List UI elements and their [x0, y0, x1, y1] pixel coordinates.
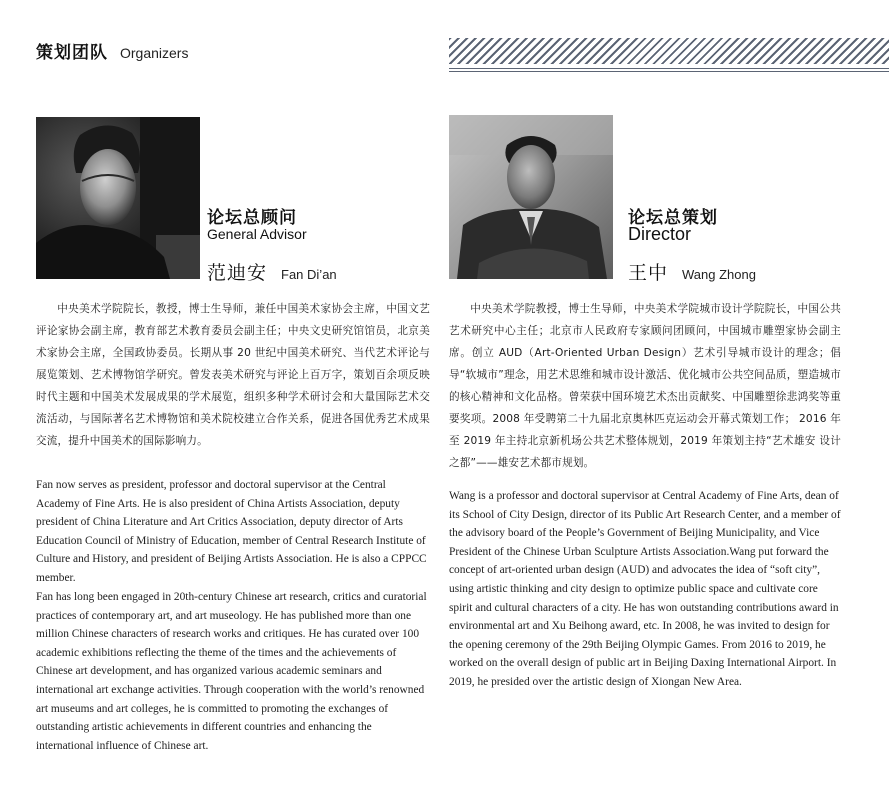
portrait-photo-fan-dian: [36, 117, 200, 279]
section-title-cn: 策划团队: [36, 43, 108, 63]
person-name-en: Fan Di’an: [281, 267, 337, 282]
bio-english: Wang is a professor and doctoral supervisor at Central Academy of Fine Arts, dean of its School of City Design, director of its Public Art Research Center, and a member of the advisory board of the People’s Government of Beijing Municipality, and Vice President of the Chinese Urban Sculpture Artists Association.Wang put forward the concept of art-oriented urban design (AUD) and advocates the idea of “soft city”, using artistic thinking and city design to optimize public space and cultivate core spirit and cultural characters of a city. He has won outstanding contributions award in environmental art and Xu Beihong award, etc. In 2008, he was invited to design for the opening ceremony of the 29th Beijing Olympic Games. From 2016 to 2019, he worked on the overall design of public art in Beijing Daxing International Airport. In 2019, he presided over the artistic design of Xiongan New Area.: [449, 490, 841, 688]
portrait-photo-wang-zhong: [449, 115, 613, 279]
role-title-en: General Advisor: [207, 226, 307, 242]
person-name-en: Wang Zhong: [682, 267, 756, 282]
decorative-rule: [449, 68, 889, 69]
bio-chinese: 中央美术学院教授，博士生导师，中央美术学院城市设计学院院长，中国公共艺术研究中心主任；北京市人民政府专家顾问团顾问，中国城市雕塑家协会副主席。创立 AUD（Art-Oriented Urban Design）艺术引导城市设计的理念；倡导“软城市”理念，用艺术思维和城市设计激活、优化城市公共空间品质，塑造城市的核心精神和文化品格。曾荣获中国环境艺术杰出贡献奖、中国雕塑徐悲鸿奖等重要奖项。2008 年受聘第二十九届北京奥林匹克运动会开幕式策划工作； 2016 年至 2019 年主持北京新机场公共艺术整体规划，2019 年策划主持“艺术雄安 设计之都”——雄安艺术都市规划。: [449, 303, 841, 469]
role-title-en: Director: [628, 224, 692, 244]
role-title-cn: 论坛总顾问: [207, 208, 297, 228]
decorative-rule: [449, 71, 889, 72]
person-name-cn: 范迪安: [207, 262, 268, 284]
section-header: [36, 38, 188, 63]
section-title-en: Organizers: [120, 45, 189, 61]
person-name: [628, 258, 756, 285]
person-name: [207, 258, 337, 285]
bio-english-paragraph-1: Fan now serves as president, professor and doctoral supervisor at the Central Academy of Fine Arts. He is also president of China Artists Association, deputy president of China Literature and Art Critics Association, deputy director of Arts Education Council of Ministry of Education, member of Central Research Institute of Culture and History, and president of Beijing Artists Association. He is also a CPPCC member.: [36, 479, 427, 584]
bio-english-paragraph-2: Fan has long been engaged in 20th-century Chinese art research, critics and curatorial practices of contemporary art, and art museology. He has published more than one million Chinese characters of research works and critiques. He has curated over 100 academic exhibitions reflecting the theme of the times and the achievements of Chinese art development, and has organized various academic seminars and international art exchange activities. Through cooperation with the world’s renowned art museums and art colleges, he is committed to promoting the exchanges of outstanding artistic achievements in different countries and enhancing the international influence of Chinese art.: [36, 591, 427, 752]
role-title-cn: 论坛总策划: [628, 208, 718, 228]
decorative-stripe-banner: [449, 38, 889, 64]
person-name-cn: 王中: [628, 262, 669, 284]
bio-chinese: 中央美术学院院长，教授，博士生导师，兼任中国美术家协会主席，中国文艺评论家协会副主席，教育部艺术教育委员会副主任；中央文史研究馆馆员，北京美术家协会主席，全国政协委员。长期从事 20 世纪中国美术研究、当代艺术评论与展览策划、艺术博物馆学研究。曾发表美术研究与评论上百万字，策划百余项反映时代主题和中国美术发展成果的学术展览，组织多种学术研讨会和大量国际艺术交流活动，与国际著名艺术博物馆和美术院校建立合作关系，促进各国优秀艺术成果交流，提升中国美术的国际影响力。: [36, 303, 430, 447]
